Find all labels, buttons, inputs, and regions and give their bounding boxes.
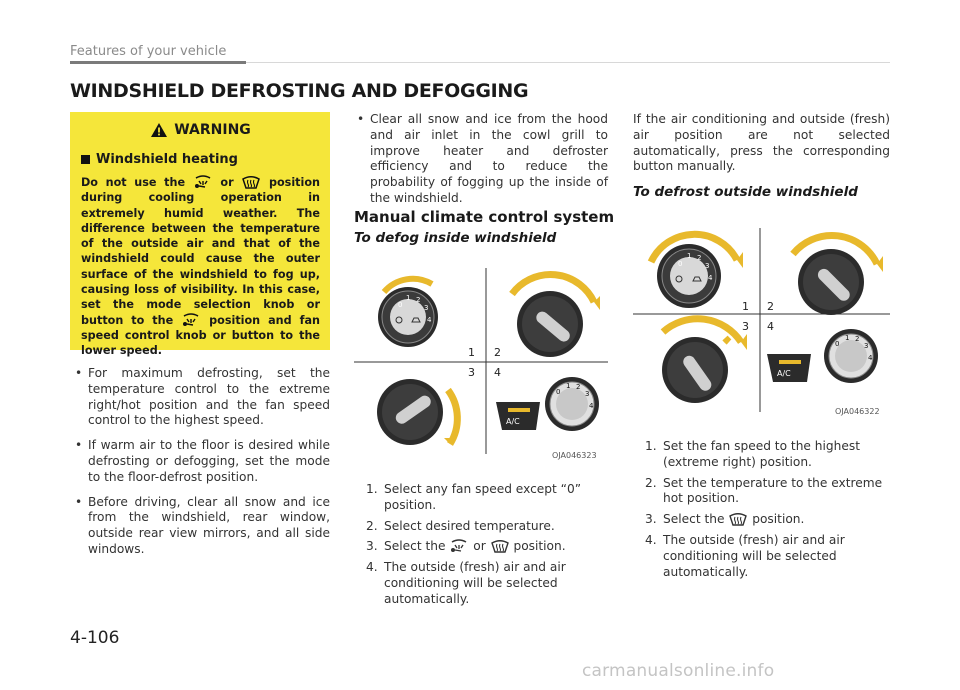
list-item: 4. The outside (fresh) air and air conditioning will be selected automatically. xyxy=(645,532,845,579)
svg-text:~: ~ xyxy=(657,339,664,348)
figure-defog-controls xyxy=(354,262,608,462)
list-item: 1. Set the fan speed to the highest (extreme right) position. xyxy=(645,439,860,469)
svg-text:~: ~ xyxy=(376,425,383,434)
list-item: 1. Select any fan speed except “0” position. xyxy=(366,482,582,512)
section-divider-accent xyxy=(70,61,246,64)
left-bullet-list xyxy=(72,366,330,567)
quadrant-label: 4 xyxy=(494,366,501,379)
warning-heading xyxy=(81,122,320,138)
knob-number: 4 xyxy=(868,354,873,362)
warning-triangle-icon xyxy=(150,122,168,138)
defog-steps xyxy=(354,482,608,613)
fan-knob-top xyxy=(378,279,438,347)
knob-number: 2 xyxy=(416,296,421,304)
knob-number: 3 xyxy=(864,342,869,350)
knob-number: 1 xyxy=(845,334,850,342)
warning-body-text-3: position and fan speed control knob or button to the lower speed. xyxy=(81,313,320,358)
square-bullet-icon xyxy=(81,155,90,164)
section-label: Features of your vehicle xyxy=(70,44,227,59)
temperature-knob-top xyxy=(512,275,600,357)
knob-number: 1 xyxy=(687,252,692,260)
knob-number: 0 xyxy=(556,388,561,396)
quadrant-label: 1 xyxy=(742,300,749,313)
quadrant-label: 2 xyxy=(494,346,501,359)
knob-number: 4 xyxy=(427,316,432,324)
floor-defrost-mode-icon xyxy=(193,175,213,189)
warning-subheading xyxy=(81,152,320,167)
right-column-paragraph: If the air conditioning and outside (fresh) air position are not selected automatically, press the corresponding button manually. xyxy=(633,112,890,174)
ac-and-fan-bottom xyxy=(496,377,599,431)
mode-knob-bottom xyxy=(376,379,457,445)
knob-number: 3 xyxy=(705,262,710,270)
svg-text:~: ~ xyxy=(657,383,664,392)
warning-body-text-2: position during cooling operation in extremely humid weather. The difference between the temperature of the outside air and that of the windshield could cause the outer surface of the windshield to fog up, causing loss of visibility. In this case, set the mode selection knob or button to the xyxy=(81,176,320,327)
defog-heading: To defog inside windshield xyxy=(354,230,557,246)
svg-text:~: ~ xyxy=(380,383,387,392)
ac-label: A/C xyxy=(777,369,791,378)
floor-defrost-mode-icon xyxy=(181,313,201,327)
quadrant-label: 3 xyxy=(468,366,475,379)
knob-number: 0 xyxy=(398,301,403,309)
list-item: • If warm air to the floor is desired while defrosting or defogging, set the mode to the floor-defrost position. xyxy=(72,438,330,485)
floor-defrost-mode-icon xyxy=(449,539,469,553)
quadrant-label: 3 xyxy=(742,320,749,333)
knob-number: 4 xyxy=(708,274,713,282)
middle-column-bullet xyxy=(354,112,608,207)
knob-number: 0 xyxy=(835,340,840,348)
manual-climate-heading: Manual climate control system xyxy=(354,208,615,226)
defrost-heading: To defrost outside windshield xyxy=(633,184,858,200)
warning-heading-text: WARNING xyxy=(174,122,251,138)
defrost-controls-illustration xyxy=(633,222,890,420)
quadrant-label: 1 xyxy=(468,346,475,359)
temperature-knob-top xyxy=(793,235,883,315)
knob-number: 2 xyxy=(697,254,702,262)
knob-number: 3 xyxy=(585,390,590,398)
warning-body-text: Do not use the xyxy=(81,176,186,189)
defrost-steps xyxy=(633,439,890,585)
quadrant-label: 2 xyxy=(767,300,774,313)
knob-number: 3 xyxy=(424,304,429,312)
defog-controls-illustration xyxy=(354,262,608,462)
knob-number: 0 xyxy=(678,260,683,268)
list-item: 2. Select desired temperature. xyxy=(366,518,555,533)
windshield-defrost-icon xyxy=(728,512,748,526)
warning-body-or: or xyxy=(220,176,234,189)
quadrant-label: 4 xyxy=(767,320,774,333)
knob-number: 4 xyxy=(589,402,594,410)
figure-code: OJA046323 xyxy=(552,451,597,460)
page-number: 4-106 xyxy=(70,628,120,648)
list-item: • Clear all snow and ice from the hood and air inlet in the cowl grill to improve heater and defroster efficiency and to reduce the probability of fogging up the inside of the windshield. xyxy=(354,112,608,207)
warning-box xyxy=(70,112,330,358)
knob-number: 1 xyxy=(566,382,571,390)
windshield-defrost-icon xyxy=(490,539,510,553)
warning-subheading-text: Windshield heating xyxy=(96,152,238,167)
list-item: 3. Select the position. xyxy=(645,512,805,527)
list-item: 2. Set the temperature to the extreme hot position. xyxy=(645,475,883,506)
list-item: • Before driving, clear all snow and ice from the windshield, rear window, outside rear view mirrors, and all side windows. xyxy=(72,495,330,558)
ac-label: A/C xyxy=(506,417,520,426)
figure-defrost-controls xyxy=(633,222,890,420)
watermark: carmanualsonline.info xyxy=(582,661,775,681)
page-title: WINDSHIELD DEFROSTING AND DEFOGGING xyxy=(70,80,529,102)
fan-knob-top xyxy=(651,234,743,308)
knob-number: 1 xyxy=(406,294,411,302)
list-item: 4. The outside (fresh) air and air conditioning will be selected automatically. xyxy=(366,560,566,606)
ac-and-fan-bottom xyxy=(767,329,878,383)
warning-body xyxy=(81,175,320,359)
list-item: • For maximum defrosting, set the temperature control to the extreme right/hot position and the fan speed control to the highest speed. xyxy=(72,366,330,429)
mode-knob-bottom xyxy=(657,319,747,403)
list-item: 3. Select the or position. xyxy=(366,539,566,554)
knob-number: 2 xyxy=(855,335,860,343)
figure-code: OJA046322 xyxy=(835,407,880,416)
windshield-defrost-icon xyxy=(241,175,261,189)
knob-number: 2 xyxy=(576,383,581,391)
